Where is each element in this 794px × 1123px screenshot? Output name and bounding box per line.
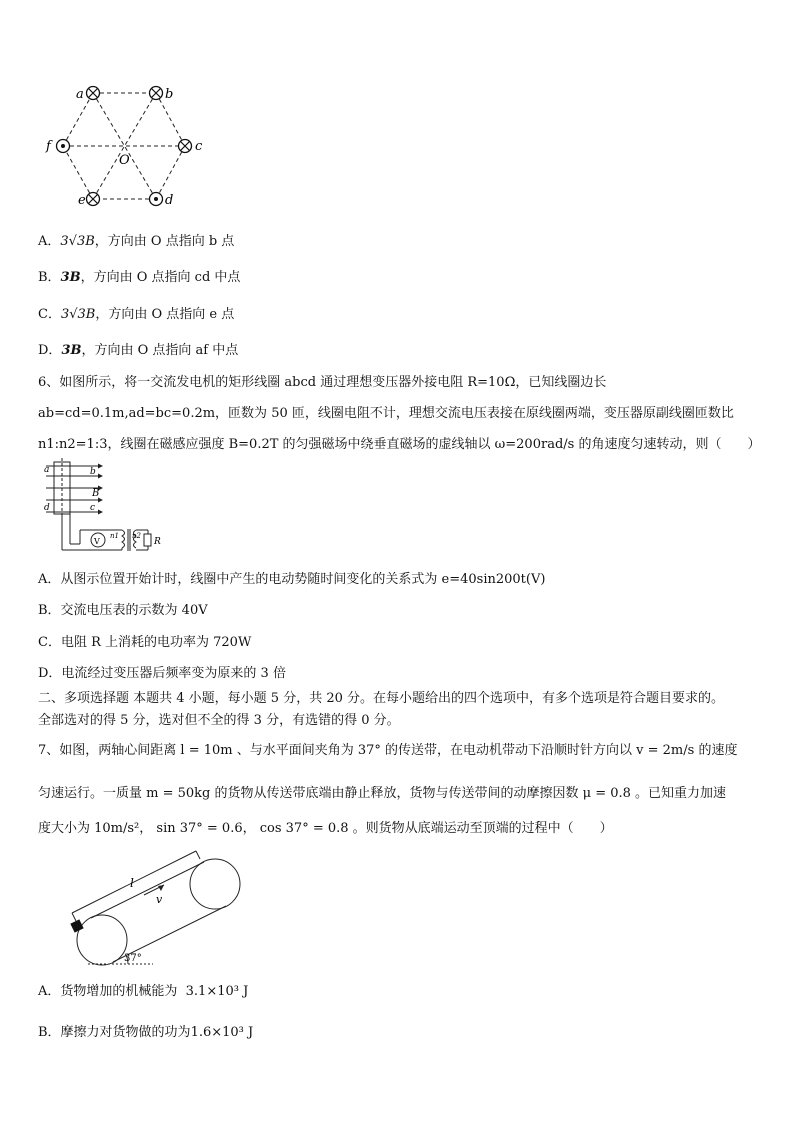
fig7-label-angle: 37° <box>124 953 142 964</box>
q6-option-b[interactable]: B．交流电压表的示数为 40V <box>38 603 208 618</box>
label-e: e <box>78 193 86 208</box>
fig6-label-c: c <box>90 503 96 513</box>
fig6-label-B: B <box>92 488 100 499</box>
fig6-label-n1: n1 <box>110 532 119 540</box>
q6-stem-line3: n1:n2=1:3，线圈在磁感应强度 B=0.2T 的匀强磁场中绕垂直磁场的虚线轴以 ω=200rad/s 的角速度匀速转动，则（ ） <box>38 437 761 452</box>
fig6-voltmeter-label: V <box>94 537 100 546</box>
q5-option-d[interactable]: D．3B，方向由 O 点指向 af 中点 <box>38 343 239 358</box>
wire-d-dot-icon <box>150 193 163 206</box>
q5-option-a[interactable]: A．3√3B，方向由 O 点指向 b 点 <box>38 234 235 249</box>
q5-option-b[interactable]: B．3B，方向由 O 点指向 cd 中点 <box>38 270 241 285</box>
label-f: f <box>46 139 51 154</box>
q6-option-c[interactable]: C．电阻 R 上消耗的电功率为 720W <box>38 635 252 650</box>
wire-a-cross-icon <box>87 87 100 100</box>
hexagon-figure <box>40 80 220 215</box>
wire-f-dot-icon <box>57 140 70 153</box>
q7-option-a[interactable]: A．货物增加的机械能为 3.1×10³ J <box>38 984 249 999</box>
fig7-label-l: l <box>130 876 134 890</box>
section2-line1: 二、多项选择题 本题共 4 小题，每小题 5 分，共 20 分。在每小题给出的四个选项中，有多个选项是符合题目要求的。 <box>38 691 725 706</box>
fig7-label-v: v <box>156 893 163 906</box>
label-o: O <box>119 153 130 168</box>
fig6-label-d: d <box>44 503 50 513</box>
label-c: c <box>195 139 203 154</box>
q7-option-b[interactable]: B．摩擦力对货物做的功为1.6×10³ J <box>38 1025 254 1040</box>
wire-c-cross-icon <box>179 140 192 153</box>
q6-option-d[interactable]: D．电流经过变压器后频率变为原来的 3 倍 <box>38 666 286 681</box>
fig6-label-n2: n2 <box>132 532 141 540</box>
generator-transformer-figure <box>40 458 170 558</box>
wire-b-cross-icon <box>150 87 163 100</box>
fig6-label-r: R <box>154 537 161 547</box>
wire-e-cross-icon <box>87 193 100 206</box>
q7-stem-line2: 匀速运行。一质量 m = 50kg 的货物从传送带底端由静止释放，货物与传送带间的动摩擦因数 μ = 0.8 。已知重力加速 <box>38 786 727 801</box>
fig6-label-b: b <box>90 467 96 477</box>
section2-line2: 全部选对的得 5 分，选对但不全的得 3 分，有选错的得 0 分。 <box>38 713 400 728</box>
q6-stem-line1: 6、如图所示，将一交流发电机的矩形线圈 abcd 通过理想变压器外接电阻 R=10Ω，已知线圈边长 <box>38 375 607 390</box>
q6-option-a[interactable]: A．从图示位置开始计时，线圈中产生的电动势随时间变化的关系式为 e=40sin200t(V) <box>38 572 546 587</box>
fig6-label-a: a <box>44 465 50 475</box>
conveyor-figure <box>58 845 248 970</box>
label-b: b <box>165 87 174 102</box>
label-d: d <box>165 193 174 208</box>
label-a: a <box>76 87 84 102</box>
q5-option-c[interactable]: C．3√3B，方向由 O 点指向 e 点 <box>38 307 235 322</box>
q7-stem-line1: 7、如图，两轴心间距离 l = 10m 、与水平面间夹角为 37° 的传送带，在电动机带动下沿顺时针方向以 v = 2m/s 的速度 <box>38 743 738 758</box>
q7-stem-line3: 度大小为 10m/s²， sin 37° = 0.6， cos 37° = 0.8 。则货物从底端运动至顶端的过程中（ ） <box>38 821 613 836</box>
q6-stem-line2: ab=cd=0.1m,ad=bc=0.2m，匝数为 50 匝，线圈电阻不计，理想交流电压表接在原线圈两端，变压器原副线圈匝数比 <box>38 406 734 421</box>
